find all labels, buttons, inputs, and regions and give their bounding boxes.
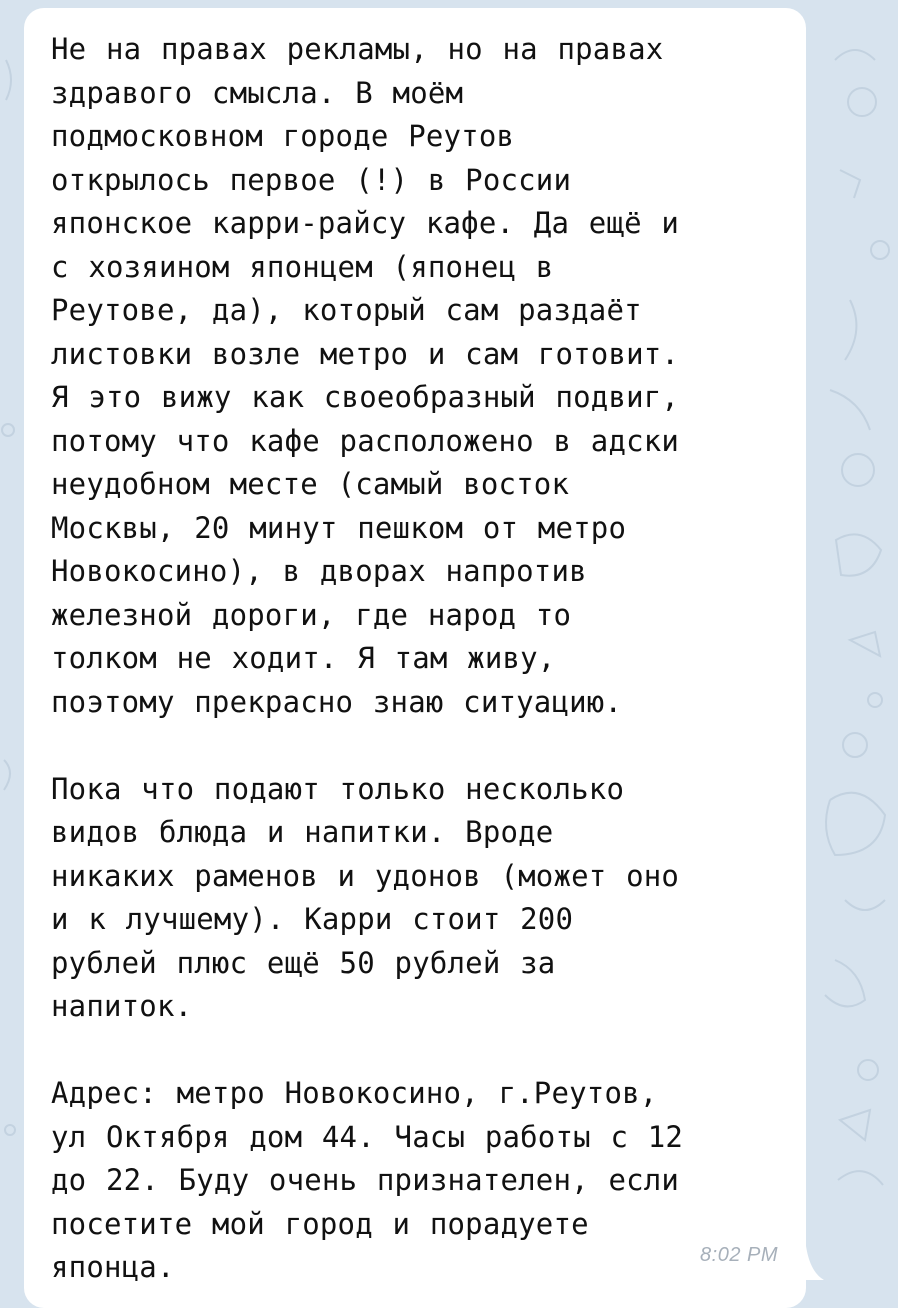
message-timestamp: 8:02 PM: [700, 1244, 778, 1266]
bubble-tail: [806, 1246, 826, 1280]
message-paragraph-2: Пока что подают только несколько видов блюда и напитки. Вроде никаких раменов и удонов (может оно и к лучшему). Карри стоит 200 рублей плюс ещё 50 рублей за напиток.: [51, 771, 680, 1023]
message-paragraph-3: Адрес: метро Новокосино, г.Реутов, ул Октября дом 44. Часы работы с 12 до 22. Буду очень признателен, если посетите мой город и порадуете японца.: [51, 1076, 684, 1284]
message-paragraph-1: Не на правах рекламы, но на правах здравого смысла. В моём подмосковном городе Реутов открылось первое (!) в России японское карри-райсу кафе. Да ещё и с хозяином японцем (японец в Реутове, да), который сам раздаёт листовки возле метро и сам готовит. Я это вижу как своеобразный подвиг, потому что кафе расположено в адски неудобном месте (самый восток Москвы, 20 минут пешком от метро Новокосино), в дворах напротив железной дороги, где народ то толком не ходит. Я там живу, поэтому прекрасно знаю ситуацию.: [51, 32, 680, 719]
message-bubble[interactable]: [24, 8, 806, 1308]
